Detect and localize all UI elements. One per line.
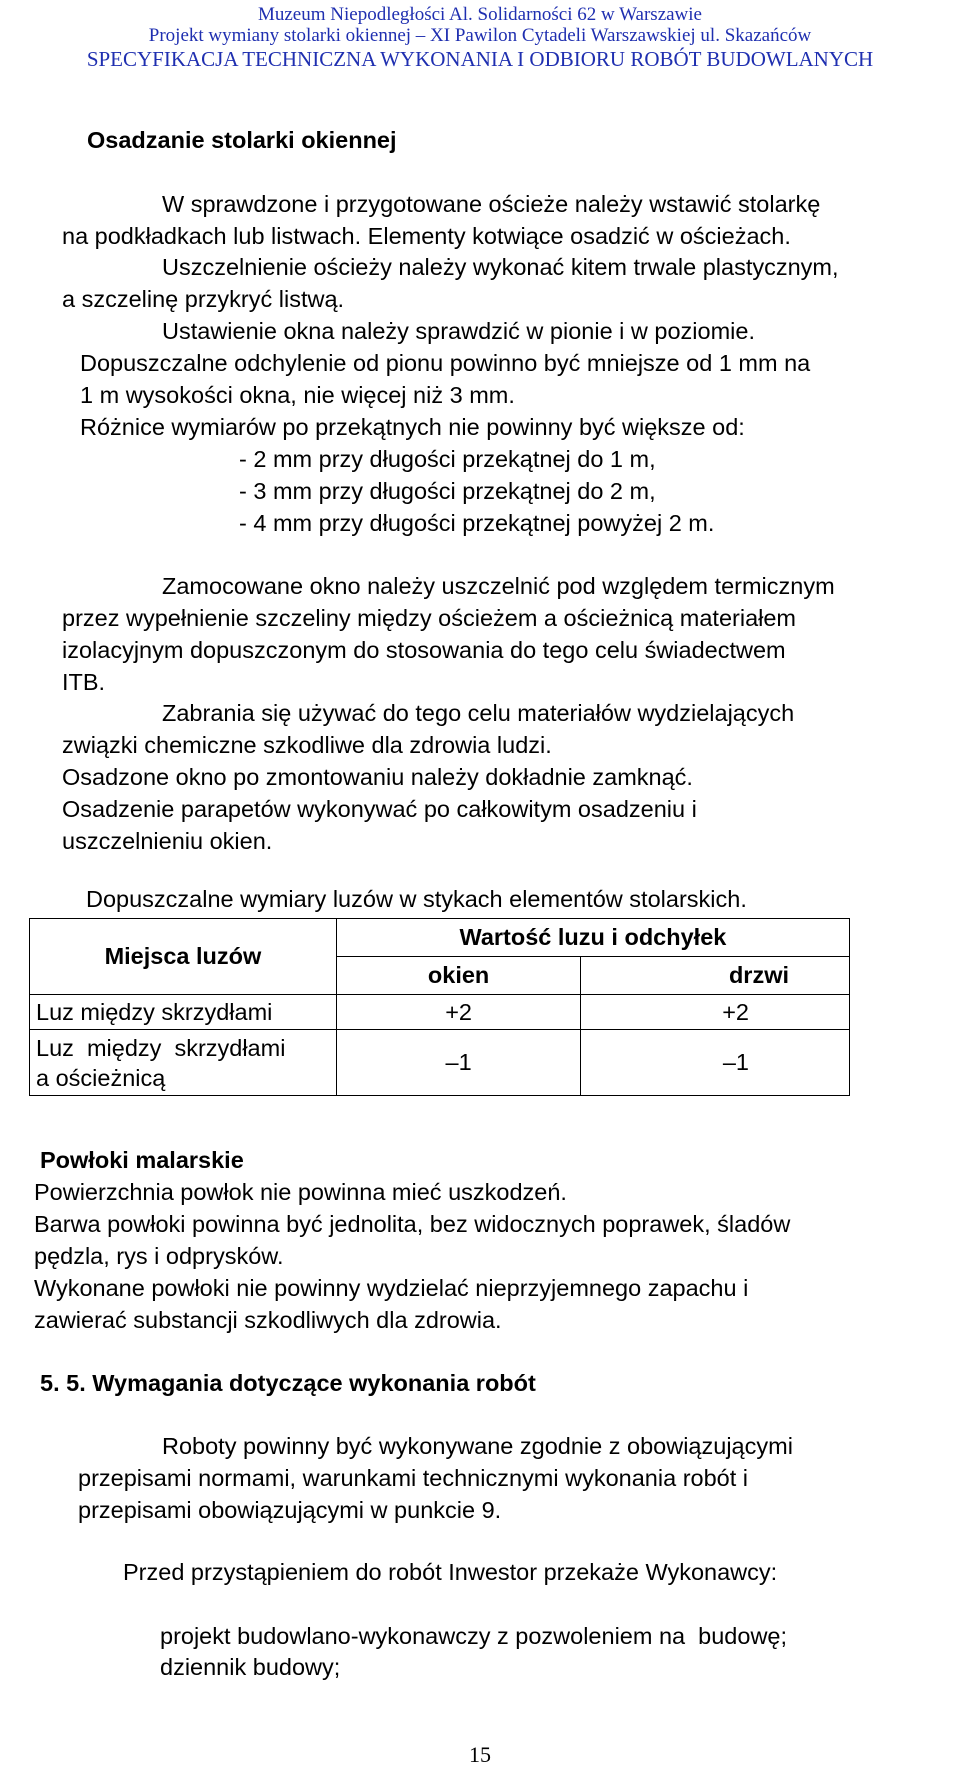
list-item: - 3 mm przy długości przekątnej do 2 m,	[239, 478, 656, 504]
paragraph-line: Roboty powinny być wykonywane zgodnie z obowiązującymi	[162, 1433, 793, 1459]
table-header-drzwi: drzwi	[581, 957, 850, 995]
table-row	[30, 1030, 850, 1096]
paragraph-line: ITB.	[62, 669, 106, 695]
paragraph-line: projekt budowlano-wykonawczy z pozwoleniem na budowę;	[160, 1623, 788, 1649]
table-cell-label: Luz między skrzydłami	[30, 995, 337, 1030]
clearance-table	[29, 918, 850, 1096]
paragraph-line: dziennik budowy;	[160, 1654, 341, 1680]
paragraph-line: przepisami normami, warunkami technicznymi wykonania robót i	[78, 1465, 749, 1491]
paragraph-line: Osadzone okno po zmontowaniu należy dokładnie zamknąć.	[62, 764, 693, 790]
paragraph-line: związki chemiczne szkodliwe dla zdrowia ludzi.	[62, 732, 552, 758]
paragraph-line: Barwa powłoki powinna być jednolita, bez widocznych poprawek, śladów	[34, 1211, 791, 1237]
paragraph-line: przez wypełnienie szczeliny między ościeżem a ościeżnicą materiałem	[62, 605, 797, 631]
page-number: 15	[469, 1742, 491, 1767]
table-cell-drzwi: +2	[581, 995, 850, 1030]
paragraph-line: Uszczelnienie ościeży należy wykonać kitem trwale plastycznym,	[162, 254, 839, 280]
paragraph-line: Powierzchnia powłok nie powinna mieć uszkodzeń.	[34, 1179, 567, 1205]
header-project: Projekt wymiany stolarki okiennej – XI Pawilon Cytadeli Warszawskiej ul. Skazańców	[148, 25, 812, 46]
table-cell-okien: +2	[336, 995, 581, 1030]
paragraph-line: W sprawdzone i przygotowane ościeże należy wstawić stolarkę	[162, 191, 821, 217]
header-institution: Muzeum Niepodległości Al. Solidarności 62 w Warszawie	[257, 4, 702, 25]
paragraph-line: 1 m wysokości okna, nie więcej niż 3 mm.	[80, 382, 515, 408]
list-item: - 2 mm przy długości przekątnej do 1 m,	[239, 446, 656, 472]
table-cell-okien: –1	[336, 1030, 581, 1096]
paragraph-line: Zabrania się używać do tego celu materiałów wydzielających	[162, 700, 795, 726]
table-header-group: Wartość luzu i odchyłek	[336, 919, 849, 957]
paragraph-line: Dopuszczalne odchylenie od pionu powinno być mniejsze od 1 mm na	[80, 350, 811, 376]
table-cell-drzwi: –1	[581, 1030, 850, 1096]
paragraph-line: pędzla, rys i odprysków.	[34, 1243, 284, 1269]
table-cell-label-line: a ościeżnicą	[36, 1064, 166, 1091]
table-cell-label	[30, 1030, 337, 1096]
paragraph-line: zawierać substancji szkodliwych dla zdrowia.	[34, 1307, 502, 1333]
list-item: - 4 mm przy długości przekątnej powyżej 2 m.	[239, 510, 715, 536]
section-heading-powloki: Powłoki malarskie	[40, 1147, 244, 1173]
paragraph-line: izolacyjnym dopuszczonym do stosowania do tego celu świadectwem	[62, 637, 786, 663]
paragraph-line: Osadzenie parapetów wykonywać po całkowitym osadzeniu i	[62, 796, 697, 822]
paragraph-line: uszczelnieniu okien.	[62, 828, 273, 854]
table-row	[30, 995, 850, 1030]
paragraph-line: Zamocowane okno należy uszczelnić pod względem termicznym	[162, 573, 835, 599]
paragraph-line: a szczelinę przykryć listwą.	[62, 286, 345, 312]
section-heading-osadzanie: Osadzanie stolarki okiennej	[87, 127, 397, 153]
paragraph-line: Przed przystąpieniem do robót Inwestor przekaże Wykonawcy:	[123, 1559, 778, 1585]
section-heading-wymagania: 5. 5. Wymagania dotyczące wykonania robót	[40, 1370, 536, 1396]
header-spec-title: SPECYFIKACJA TECHNICZNA WYKONANIA I ODBIORU ROBÓT BUDOWLANYCH	[86, 47, 874, 71]
paragraph-line: Wykonane powłoki nie powinny wydzielać nieprzyjemnego zapachu i	[34, 1275, 749, 1301]
paragraph-line: przepisami obowiązującymi w punkcie 9.	[78, 1497, 502, 1523]
table-header-locations: Miejsca luzów	[30, 919, 337, 995]
paragraph-line: na podkładkach lub listwach. Elementy kotwiące osadzić w ościeżach.	[62, 223, 791, 249]
table-header-okien: okien	[336, 957, 581, 995]
table-cell-label-line: Luz między skrzydłami	[36, 1034, 286, 1061]
paragraph-line: Różnice wymiarów po przekątnych nie powinny być większe od:	[80, 414, 745, 440]
table-caption: Dopuszczalne wymiary luzów w stykach elementów stolarskich.	[86, 886, 747, 912]
paragraph-line: Ustawienie okna należy sprawdzić w pionie i w poziomie.	[162, 318, 755, 344]
